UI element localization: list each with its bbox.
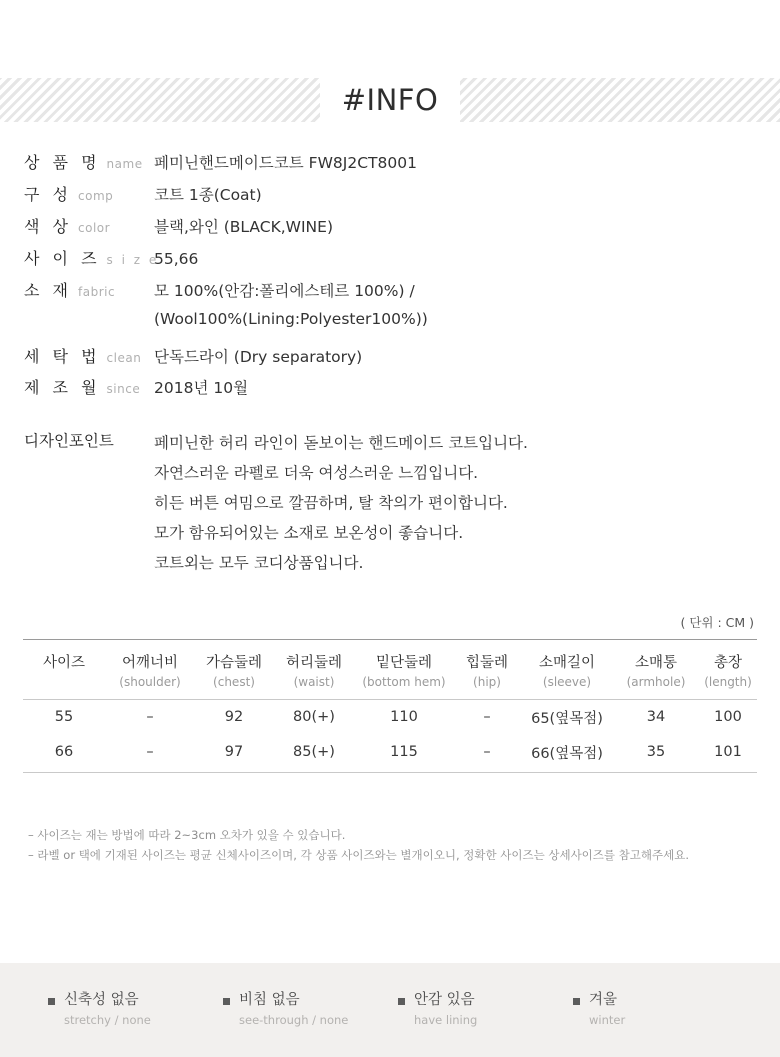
spec-label-ko: 상 품 명	[24, 153, 101, 172]
spec-value-since: 2018년 10월	[154, 379, 249, 398]
size-table-header-row-ko	[23, 639, 757, 672]
spec-value-size: 55,66	[154, 249, 199, 268]
spec-list	[0, 150, 780, 399]
size-table-th-waist: 허리둘레	[273, 639, 355, 672]
size-table-th-size: 사이즈	[23, 639, 105, 672]
attribute-stretchy	[40, 992, 215, 1028]
size-table-th-sleeve: 소매길이	[521, 639, 613, 672]
cell-sleeve: 65(옆목점)	[531, 710, 603, 727]
cell-shoulder: –	[146, 709, 154, 726]
attribute-texts	[589, 992, 625, 1028]
spec-label-fabric	[24, 278, 154, 301]
footnote-line: – 라벨 or 택에 기재된 사이즈는 평균 신체사이즈이며, 각 상품 사이즈와는 별개이오니, 정확한 사이즈는 상세사이즈를 참고해주세요.	[28, 848, 689, 863]
size-table-subth-hip: (hip)	[453, 672, 521, 700]
spec-label-en: clean	[106, 350, 142, 365]
spec-label-ko: 구 성	[24, 184, 72, 204]
attribute-lining	[390, 992, 565, 1028]
attribute-label-en: see-through / none	[239, 1013, 349, 1028]
size-table-subth-waist: (waist)	[273, 672, 355, 700]
attribute-label-en: winter	[589, 1013, 626, 1028]
cell-bottom-hem: 110	[390, 709, 418, 726]
square-bullet-icon	[223, 998, 230, 1005]
info-header-band	[0, 78, 780, 122]
size-table-th-chest: 가슴둘레	[195, 639, 273, 672]
table-row	[23, 699, 757, 735]
cell-length: 101	[714, 744, 742, 761]
spec-value-name: 페미닌핸드메이드코트 FW8J2CT8001	[154, 154, 417, 172]
spec-row-since	[24, 375, 780, 399]
cell-hip: –	[483, 709, 491, 726]
spec-label-since	[24, 375, 154, 398]
size-table-th-length: 총장	[699, 639, 757, 672]
spec-label-name	[24, 150, 154, 173]
size-table	[23, 639, 757, 773]
page-title: #INFO	[320, 78, 461, 122]
size-table-subth-shoulder: (shoulder)	[105, 672, 195, 700]
spec-label-ko: 세 탁 법	[24, 346, 101, 366]
square-bullet-icon	[398, 998, 405, 1005]
size-table-subth-size	[23, 672, 105, 700]
cell-armhole: 35	[646, 744, 666, 761]
spec-label-en: fabric	[78, 284, 116, 299]
cell-bottom-hem: 115	[390, 744, 418, 761]
size-table-subth-chest: (chest)	[195, 672, 273, 700]
spec-row-color	[24, 214, 780, 238]
attribute-texts	[239, 992, 348, 1028]
spec-label-comp	[24, 182, 154, 205]
design-point-line: 페미닌한 허리 라인이 돋보이는 핸드메이드 코트입니다.	[154, 434, 528, 453]
design-point-line: 모가 함유되어있는 소재로 보온성이 좋습니다.	[154, 524, 464, 543]
spec-row-comp	[24, 182, 780, 206]
spec-label-en: comp	[78, 188, 114, 203]
spec-label-ko: 색 상	[24, 216, 72, 236]
size-table-subth-armhole: (armhole)	[613, 672, 699, 700]
size-table-th-hip: 힙둘레	[453, 639, 521, 672]
square-bullet-icon	[48, 998, 55, 1005]
size-table-head	[23, 639, 757, 699]
cell-waist: 80(+)	[293, 709, 335, 726]
size-table-header-row-en	[23, 672, 757, 700]
cell-shoulder: –	[146, 744, 154, 761]
attribute-label-ko: 겨울	[589, 991, 618, 1008]
spec-value-comp: 코트 1종(Coat)	[154, 185, 262, 204]
spec-value-clean: 단독드라이 (Dry separatory)	[154, 347, 363, 366]
spec-label-en: s i z e	[106, 252, 159, 267]
spec-row-fabric	[24, 278, 780, 330]
size-table-body	[23, 699, 757, 772]
attribute-label-ko: 신축성 없음	[64, 991, 139, 1008]
attribute-texts	[64, 992, 151, 1028]
cell-sleeve: 66(옆목점)	[531, 745, 603, 762]
design-point-line: 히든 버튼 여밈으로 깔끔하며, 탈 착의가 편이합니다.	[154, 494, 508, 513]
attribute-label-ko: 비침 없음	[239, 991, 300, 1008]
spec-label-clean	[24, 344, 154, 367]
size-table-subth-bottom-hem: (bottom hem)	[355, 672, 453, 700]
cell-length: 100	[714, 709, 742, 726]
footnote-line: – 사이즈는 재는 방법에 따라 2~3cm 오차가 있을 수 있습니다.	[28, 827, 346, 842]
cell-chest: 92	[224, 709, 244, 726]
spec-row-clean	[24, 344, 780, 368]
design-point-block	[0, 429, 780, 579]
spec-value-color: 블랙,와인 (BLACK,WINE)	[154, 217, 333, 236]
attribute-label-en: stretchy / none	[64, 1013, 151, 1028]
cell-chest: 97	[224, 744, 244, 761]
attribute-band	[0, 963, 780, 1057]
attribute-label-en: have lining	[414, 1013, 478, 1028]
cell-size: 66	[54, 744, 74, 761]
size-table-th-bottom-hem: 밑단둘레	[355, 639, 453, 672]
attribute-season	[565, 992, 740, 1028]
spec-value-fabric	[154, 281, 428, 330]
spec-label-ko: 사 이 즈	[24, 248, 101, 268]
size-table-subth-length: (length)	[699, 672, 757, 700]
spec-label-ko: 소 재	[24, 280, 72, 300]
table-row	[23, 735, 757, 773]
info-page	[0, 78, 780, 1057]
attribute-label-ko: 안감 있음	[414, 991, 475, 1008]
design-point-line: 코트외는 모두 코디상품입니다.	[154, 554, 364, 572]
cell-waist: 85(+)	[293, 744, 335, 761]
size-table-th-armhole: 소매통	[613, 639, 699, 672]
attribute-texts	[414, 992, 477, 1028]
cell-hip: –	[483, 744, 491, 761]
spec-row-name	[24, 150, 780, 174]
design-point-lines	[154, 429, 528, 579]
spec-label-ko: 제 조 월	[24, 378, 101, 398]
footnotes	[0, 825, 780, 865]
square-bullet-icon	[573, 998, 580, 1005]
spec-label-en: since	[106, 382, 141, 397]
design-point-label: 디자인포인트	[24, 432, 114, 451]
design-point-line: 자연스러운 라펠로 더욱 여성스러운 느낌입니다.	[154, 464, 479, 483]
cell-armhole: 34	[646, 709, 666, 726]
size-table-th-shoulder: 어깨너비	[105, 639, 195, 672]
spec-value-fabric-line2: (Wool100%(Lining:Polyester100%))	[154, 309, 428, 328]
spec-label-en: name	[106, 157, 143, 171]
size-table-subth-sleeve: (sleeve)	[521, 672, 613, 700]
spec-label-en: color	[78, 220, 111, 235]
spec-value-fabric-line1: 모 100%(안감:폴리에스테르 100%) /	[154, 281, 415, 300]
spec-row-size	[24, 246, 780, 270]
cell-size: 55	[54, 709, 74, 726]
unit-note: ( 단위 : CM )	[680, 614, 754, 630]
spec-label-size	[24, 246, 159, 269]
attribute-see-through	[215, 992, 390, 1028]
spec-label-color	[24, 214, 154, 237]
